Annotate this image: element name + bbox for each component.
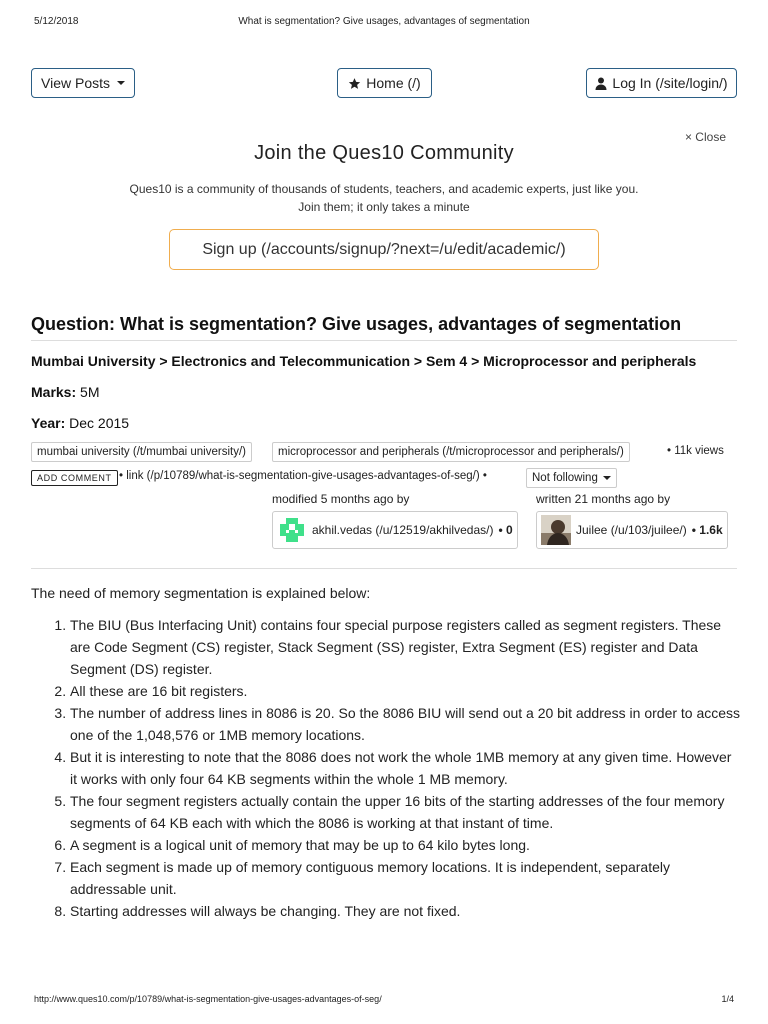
follow-label: Not following: [532, 472, 598, 484]
writer-reputation: • 1.6k: [691, 523, 723, 537]
list-item: 6. A segment is a logical unit of memory that may be up to 64 kilo bytes long.: [70, 834, 741, 856]
print-date: 5/12/2018: [34, 16, 79, 27]
close-banner-button[interactable]: × Close: [684, 130, 726, 144]
add-comment-button[interactable]: ADD COMMENT: [31, 470, 118, 486]
divider: [31, 340, 737, 341]
view-count: • 11k views: [667, 445, 724, 457]
print-url: http://www.ques10.com/p/10789/what-is-segmentation-give-usages-advantages-of-seg/: [34, 994, 382, 1004]
marks-value: 5M: [80, 384, 100, 400]
modified-label: modified 5 months ago by: [272, 492, 410, 506]
chevron-down-icon: [603, 476, 611, 480]
year-row: [31, 415, 129, 431]
home-button[interactable]: [337, 68, 432, 98]
signup-button[interactable]: Sign up (/accounts/signup/?next=/u/edit/academic/): [169, 229, 599, 270]
question-title: Question: What is segmentation? Give usages, advantages of segmentation: [31, 314, 682, 334]
view-posts-label: View Posts: [41, 75, 110, 91]
marks-row: [31, 384, 99, 400]
tag-mumbai-university[interactable]: mumbai university (/t/mumbai university/): [31, 442, 252, 462]
marks-label: Marks:: [31, 384, 77, 400]
list-item: 7. Each segment is made up of memory contiguous memory locations. It is independent, separately addressable unit.: [70, 856, 741, 900]
home-label: Home (/): [366, 75, 421, 91]
chevron-down-icon: [117, 81, 125, 85]
print-title: What is segmentation? Give usages, advantages of segmentation: [238, 16, 530, 27]
divider: [31, 568, 737, 569]
join-title: Join the Ques10 Community: [254, 142, 514, 164]
login-label: Log In (/site/login/): [612, 75, 728, 91]
view-posts-button[interactable]: [31, 68, 135, 98]
list-item: 1. The BIU (Bus Interfacing Unit) contains four special purpose registers called as segment registers. These are Code Segment (CS) register, Stack Segment (SS) register, Extra Segment (ES) register and Data Segment (DS) register.: [70, 614, 741, 680]
answer-body: [31, 582, 741, 922]
page-number: 1/4: [721, 994, 734, 1004]
join-description: [0, 180, 768, 216]
modifier-name: akhil.vedas (/u/12519/akhilvedas/): [312, 523, 494, 537]
list-item: 3. The number of address lines in 8086 is 20. So the 8086 BIU will send out a 20 bit address in order to access one of the 1,048,576 or 1MB memory locations.: [70, 702, 741, 746]
written-label: written 21 months ago by: [536, 492, 671, 506]
answer-intro: The need of memory segmentation is explained below:: [31, 585, 371, 601]
permalink[interactable]: • link (/p/10789/what-is-segmentation-give-usages-advantages-of-seg/) •: [119, 470, 487, 482]
follow-select[interactable]: [526, 468, 617, 488]
modifier-card[interactable]: [272, 511, 518, 549]
answer-list: [31, 614, 741, 922]
login-button[interactable]: [586, 68, 737, 98]
breadcrumb[interactable]: Mumbai University > Electronics and Telecommunication > Sem 4 > Microprocessor and peripherals: [31, 353, 697, 369]
year-value: Dec 2015: [69, 415, 130, 431]
join-desc-line2: Join them; it only takes a minute: [298, 200, 470, 214]
list-item: 4. But it is interesting to note that the 8086 does not work the whole 1MB memory at any given time. However it works with only four 64 KB segments within the whole 1 MB memory.: [70, 746, 741, 790]
avatar: [541, 515, 571, 545]
modifier-reputation: • 0: [498, 523, 513, 537]
writer-name: Juilee (/u/103/juilee/): [576, 523, 687, 537]
tag-microprocessor[interactable]: microprocessor and peripherals (/t/microprocessor and peripherals/): [272, 442, 630, 462]
list-item: 8. Starting addresses will always be changing. They are not fixed.: [70, 900, 741, 922]
user-icon: [595, 77, 607, 90]
year-label: Year:: [31, 415, 66, 431]
writer-card[interactable]: [536, 511, 728, 549]
join-desc-line1: Ques10 is a community of thousands of students, teachers, and academic experts, just like you.: [129, 182, 639, 196]
list-item: 5. The four segment registers actually contain the upper 16 bits of the starting addresses of the four memory segments of 64 KB each with which the 8086 is working at that instant of time.: [70, 790, 741, 834]
star-icon: [348, 77, 361, 90]
list-item: 2. All these are 16 bit registers.: [70, 680, 741, 702]
avatar: [277, 515, 307, 545]
